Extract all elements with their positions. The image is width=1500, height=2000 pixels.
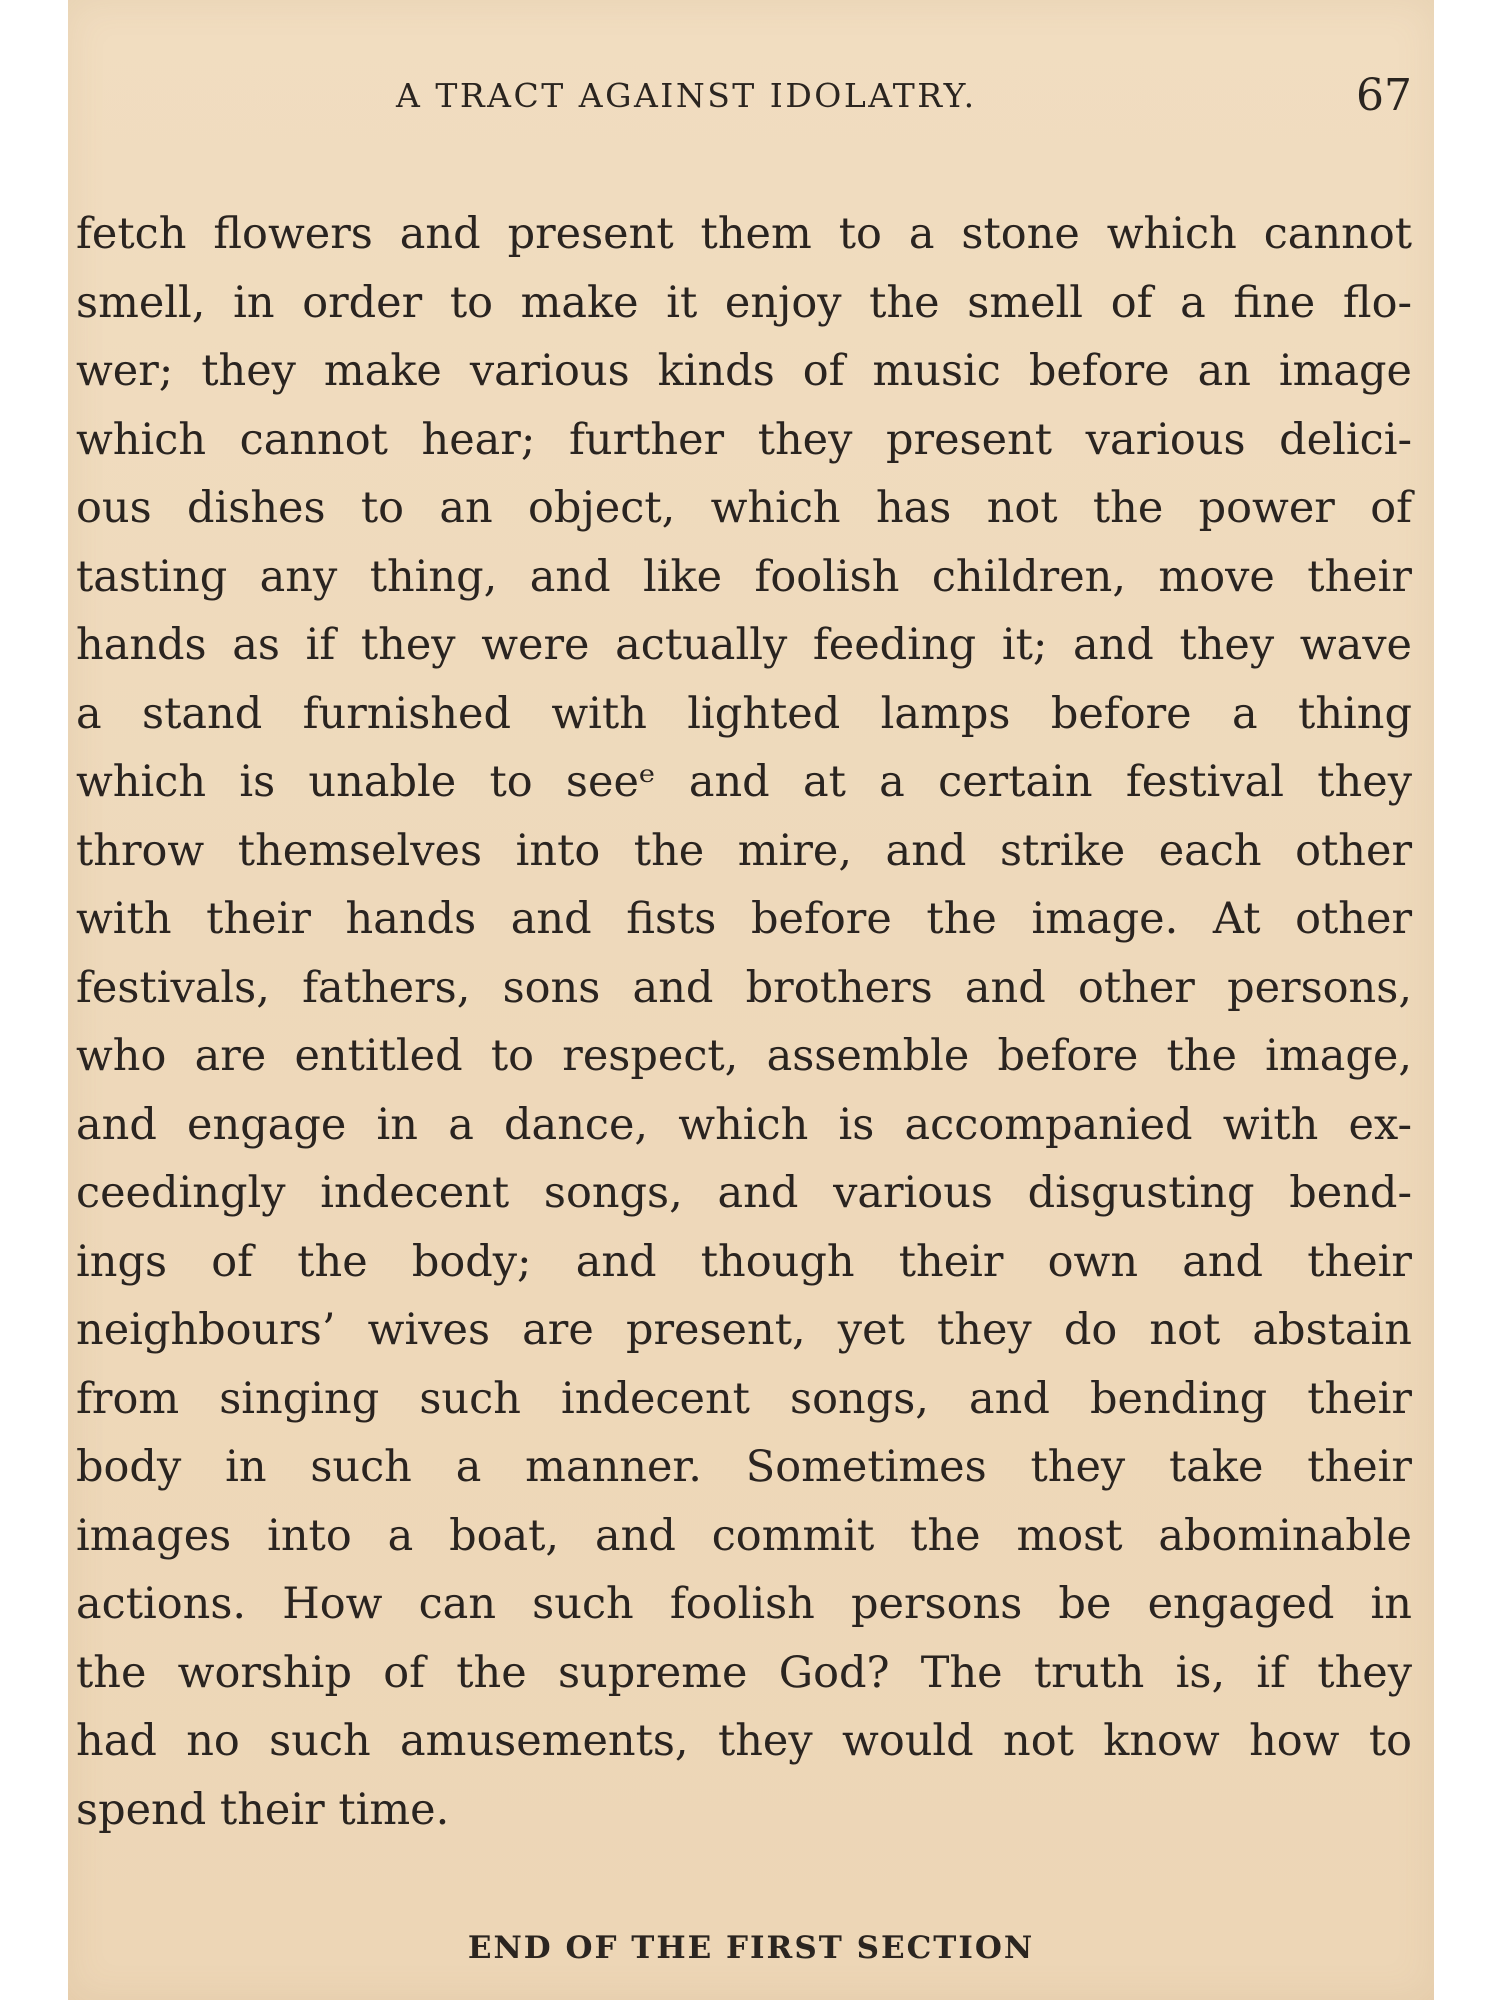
text-line: ceedingly indecent songs, and various disgusting bend- — [76, 1168, 1412, 1218]
text-line: actions. How can such foolish persons be engaged in — [76, 1579, 1412, 1629]
text-line: festivals, fathers, sons and brothers and other persons, — [76, 962, 1412, 1013]
text-line: smell, in order to make it enjoy the smell of a fine flo- — [76, 277, 1412, 328]
text-line: body in such a manner. Sometimes they take their — [76, 1442, 1412, 1492]
text-line: fetch flowers and present them to a stone which cannot — [76, 209, 1412, 259]
running-title: A TRACT AGAINST IDOLATRY. — [396, 76, 977, 115]
text-line: which cannot hear; further they present various delici- — [76, 414, 1412, 465]
page-number: 67 — [1356, 70, 1412, 121]
running-head — [68, 72, 1434, 132]
body-text — [76, 200, 1412, 1844]
text-line: the worship of the supreme God? The truth is, if they — [76, 1647, 1412, 1698]
text-line: ous dishes to an object, which has not the power of — [76, 483, 1412, 533]
text-line: wer; they make various kinds of music before an image — [76, 346, 1412, 396]
text-line: and engage in a dance, which is accompanied with ex- — [76, 1099, 1412, 1150]
text-line: had no such amusements, they would not know how to — [76, 1716, 1412, 1766]
text-line: who are entitled to respect, assemble before the image, — [76, 1031, 1412, 1081]
text-line: spend their time. — [76, 1784, 450, 1835]
text-line: with their hands and fists before the image. At other — [76, 894, 1412, 944]
text-line: tasting any thing, and like foolish children, move their — [76, 551, 1412, 602]
book-page — [68, 0, 1434, 2000]
text-line: which is unable to seeᵉ and at a certain festival they — [76, 757, 1412, 807]
text-line: hands as if they were actually feeding it; and they wave — [76, 620, 1412, 670]
text-line: a stand furnished with lighted lamps before a thing — [76, 688, 1412, 739]
text-line: ings of the body; and though their own and their — [76, 1236, 1412, 1287]
text-line: images into a boat, and commit the most abominable — [76, 1510, 1412, 1561]
text-line: from singing such indecent songs, and bending their — [76, 1373, 1412, 1424]
section-end-note: END OF THE FIRST SECTION — [467, 1930, 1035, 1966]
text-line: throw themselves into the mire, and strike each other — [76, 825, 1412, 876]
text-line: neighbours’ wives are present, yet they do not abstain — [76, 1305, 1412, 1355]
